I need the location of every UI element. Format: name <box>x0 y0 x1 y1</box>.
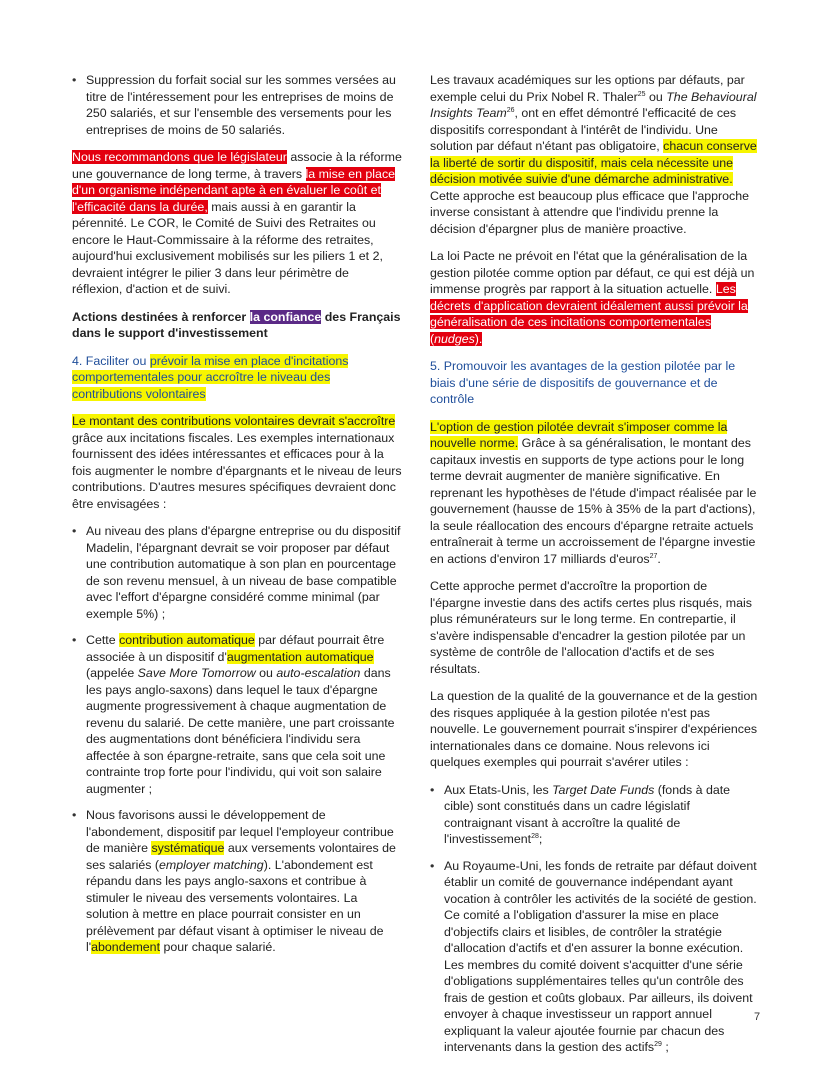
text-run: Aux Etats-Unis, les <box>444 782 553 797</box>
highlight-red: ). <box>474 331 483 346</box>
bullet-list <box>72 72 402 138</box>
highlight-yellow: prévoir la mise en place d'incitations comportementales pour accroître le niveau des contributions volontaires <box>72 353 349 401</box>
page-number: 7 <box>754 1011 761 1023</box>
list-item <box>72 72 402 138</box>
list-item <box>72 523 402 622</box>
italic-term: auto-escalation <box>276 666 361 680</box>
text-run: grâce aux incitations fiscales. Les exemples internationaux fournissent des idées intéressantes et efficaces pour à la fois augmenter le nombre d'épargnants et le niveau de leurs contributions. D'autres mesures spécifiques devraient donc être envisagées : <box>72 430 402 511</box>
text-run: Actions destinées à renforcer <box>72 309 250 324</box>
text-run: par défaut pourrait être associée à un dispositif d' <box>86 633 385 664</box>
right-column <box>430 72 760 1067</box>
list-item <box>430 858 760 1056</box>
paragraph <box>430 248 760 347</box>
italic-term: Target Date Funds <box>552 782 655 797</box>
list-item <box>430 782 760 848</box>
text-run: dans les pays anglo-saxons) dans lequel le taux d'épargne augmente progressivement à chaque augmentation de revenu du salarié. De cette manière, une part croissante des augmentations dont bénéficiera l'individu sera affectée à son épargne-retraite, sans que cela soit une contrainte trop forte pour l'individu, qui voit son salaire augmenter ; <box>86 666 395 796</box>
text-run: Cette approche est beaucoup plus efficace que l'approche inverse consistant à attendre que l'individu prenne la décision d'épargner plus de manière proactive. <box>430 188 750 236</box>
footnote-ref: 26 <box>506 106 515 114</box>
bullet-text: Suppression du forfait social sur les sommes versées au titre de l'intéressement pour les entreprises de moins de 250 salariés, et sur l'ensemble des versements pour les entreprises de moins de 50 salariés. <box>86 73 396 137</box>
text-run: Cette <box>86 633 120 647</box>
text-run: Grâce à sa généralisation, le montant des capitaux investis en supports de type actions pour le long terme devrait augmenter de manière significative. En reprenant les hypothèses de l'étude d'impact réalisée par le gouvernement (hausse de 15% à 35% de la part d'actions), la seule réallocation des encours d'épargne retraite actuels entraînerait à terme un accroissement de l'épargne investie en actions d'environ 17 milliards d'euros <box>430 436 757 566</box>
footnote-ref: 27 <box>649 552 658 560</box>
section-heading <box>72 309 402 342</box>
highlight-yellow: L'option de gestion pilotée devrait s'imposer comme la nouvelle norme. <box>430 419 728 450</box>
highlight-yellow: chacun conserve la liberté de sortir du dispositif, mais cela nécessite une décision motivée suivie d'une démarche administrative. <box>430 139 757 186</box>
list-item <box>72 807 402 956</box>
italic-term: Save More Tomorrow <box>137 666 256 680</box>
highlight-yellow: abondement <box>91 940 161 954</box>
highlight-purple: la confiance <box>249 309 322 324</box>
text-run: (fonds à date cible) sont constitués dans un cadre législatif contraignant visant à accroître la qualité de l'investissement <box>444 782 731 846</box>
footnote-ref: 28 <box>531 832 539 840</box>
text-run: Au Royaume-Uni, les fonds de retraite par défaut doivent établir un comité de gouvernance indépendant ayant vocation à contrôler les activités de la société de gestion. Ce comité a l'obligation d'assurer la mise en place d'objectifs clairs et lisibles, de contrôler la stratégie d'allocation d'actifs et d'en assurer la bonne exécution. Les membres du comité doivent s'acquitter d'une série d'obligations supplémentaires telles qu'un contrôle des frais de gestion et coûts globaux. Par ailleurs, ils doivent envoyer à chaque investisseur un rapport annuel expliquant la valeur ajoutée fournie par chacun des intervenants dans la gestion des actifs <box>444 858 757 1054</box>
paragraph: Cette approche permet d'accroître la proportion de l'épargne investie dans des actifs certes plus risqués, mais plus rémunérateurs sur le long terme. En contrepartie, il s'avère indispensable d'encadrer la gestion pilotée par un système de contrôle de l'allocation d'actifs et de ses résultats. <box>430 579 752 676</box>
left-column <box>72 72 402 967</box>
italic-term: The Behavioural Insights Team <box>430 89 757 120</box>
text-run: , ont en effet démontré l'efficacité de ces dispositifs correspondant à l'intérêt de l'individu. Une solution par défaut n'étant pas obligatoire, <box>430 106 737 153</box>
footnote-ref: 25 <box>637 90 646 98</box>
highlight-red: la mise en place d'un organisme indépendant apte à en évaluer le coût et l'efficacité dans la durée, <box>72 166 396 214</box>
bullet-list <box>430 782 760 1056</box>
text-run: ; <box>538 832 543 846</box>
subsection-title <box>72 353 402 403</box>
highlight-red-italic: nudges <box>434 331 475 346</box>
text-run: des Français dans le support d'investissement <box>72 309 401 340</box>
paragraph <box>72 149 402 298</box>
italic-term: employer matching <box>159 857 264 872</box>
paragraph <box>430 72 760 237</box>
text-run: Les travaux académiques sur les options par défauts, par exemple celui du Prix Nobel R. Thaler <box>430 73 745 104</box>
text-run: ou <box>645 89 667 104</box>
text-run: (appelée <box>86 666 138 680</box>
highlight-yellow: contribution automatique <box>119 633 255 647</box>
text-run: ). L'abondement est répandu dans les pays anglo-saxons et contribue à stimuler le niveau des versements volontaires. La solution à mettre en place pourrait consister en un prélèvement par défaut visant à optimiser le niveau de l' <box>86 857 384 954</box>
text-run: 4. Faciliter ou <box>72 353 150 368</box>
text-run: . <box>657 551 661 566</box>
text-run: mais aussi à en garantir la pérennité. Le COR, le Comité de Suivi des Retraites ou encore le Haut-Commissaire à la réforme des retraites, aujourd'hui exclusivement mobilisés sur les piliers 1 et 2, devraient intégrer le pilier 3 dans leur périmètre de réflexion, d'action et de suivi. <box>72 199 383 296</box>
highlight-red: Les décrets d'application devraient idéalement aussi prévoir la généralisation de ces incitations comportementales ( <box>430 282 748 346</box>
highlight-red: Nous recommandons que le législateur <box>72 150 287 164</box>
text-run: ; <box>661 1040 669 1054</box>
highlight-yellow: augmentation automatique <box>226 649 374 664</box>
bullet-text: Au niveau des plans d'épargne entreprise ou du dispositif Madelin, l'épargnant devrait se voir proposer par défaut une contribution automatique à son plan en pourcentage de son revenu mensuel, à un niveau de base compatible avec l'effort d'épargne considéré comme minimal (par exemple 5%) ; <box>86 524 401 621</box>
paragraph: La question de la qualité de la gouvernance et de la gestion des risques appliquée à la gestion pilotée n'est pas nouvelle. Le gouvernement pourrait s'inspirer d'expériences internationales dans ce domaine. Nous relevons ici quelques exemples qui pourrait s'avérer utiles : <box>430 689 758 769</box>
footnote-ref: 29 <box>654 1040 662 1048</box>
paragraph <box>430 419 760 568</box>
paragraph <box>72 413 402 512</box>
text-run: associe à la réforme une gouvernance de long terme, à travers <box>72 150 402 181</box>
highlight-yellow: Le montant des contributions volontaires devrait s'accroître <box>72 414 396 428</box>
text-run: pour chaque salarié. <box>160 940 276 954</box>
list-item <box>72 632 402 797</box>
text-run: ou <box>255 666 277 680</box>
text-run: aux versements volontaires de ses salariés ( <box>86 841 396 872</box>
highlight-yellow: systématique <box>151 841 225 855</box>
bullet-list <box>72 523 402 956</box>
subsection-title: 5. Promouvoir les avantages de la gestion pilotée par le biais d'une série de dispositifs de gouvernance et de contrôle <box>430 359 736 406</box>
text-run: La loi Pacte ne prévoit en l'état que la généralisation de la gestion pilotée comme option par défaut, ce qui est déjà un immense progrès par rapport à la situation actuelle. <box>430 249 755 296</box>
text-run: Nous favorisons aussi le développement de l'abondement, dispositif par lequel l'employeur contribue de manière <box>86 808 394 855</box>
